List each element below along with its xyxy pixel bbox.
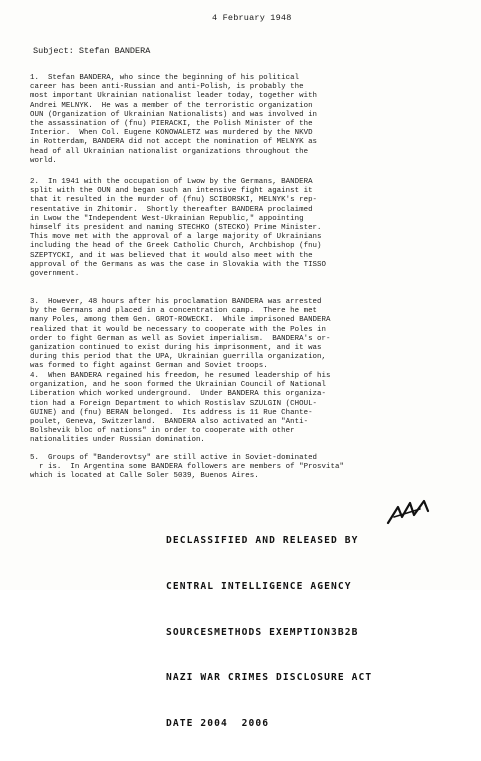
declassification-stamp (166, 503, 372, 761)
paragraph-4: 4. When BANDERA regained his freedom, he resumed leadership of his organization, and he soon formed the Ukrainian Council of National Liberation which worked underground. Under BANDERA this organiza- tion had a Foreign Department to which Rostislav SZULGIN (CHOUL- GUINE) and (fnu) BERAN belonged. Its address is 11 Rue Chante- poulet, Geneva, Switzerland. BANDERA also activated an "Anti- Bolshevik bloc of nations" in order to cooperate with other nationalities under Russian domination. (30, 372, 331, 445)
stamp-line-3: SOURCESMETHODS EXEMPTION3B2B (166, 626, 359, 638)
paragraph-1: 1. Stefan BANDERA, who since the beginning of his political career has been anti-Russian and anti-Polish, is probably the most important Ukrainian nationalist leader today, together with Andrei MELNYK. He was a member of the terroristic organization OUN (Organization of Ukrainian Nationalists) and was involved in the assassination of (fnu) PIERACKI, the Polish Minister of the Interior. When Col. Eugene KONOWALETZ was murdered by the NKVD in Rotterdam, BANDERA did not accept the nomination of MELNYK as head of all Ukrainian nationalist organizations throughout the world. (30, 74, 318, 165)
stamp-line-1: DECLASSIFIED AND RELEASED BY (166, 535, 359, 547)
stamp-line-4: NAZI WAR CRIMES DISCLOSURE ACT (166, 672, 373, 684)
paragraph-2: 2. In 1941 with the occupation of Lwow by the Germans, BANDERA split with the OUN and began such an intensive fight against it that it resulted in the murder of (fnu) SCIBORSKI, MELNYK's rep- resentative in Zhitomir. Shortly thereafter BANDERA proclaimed in Lwow the "Independent West-Ukrainian Republic," appointing himself its president and naming STECHKO (STECKO) Prime Minister. This move met with the approval of a large majority of Ukrainians including the head of the Greek Catholic Church, Archbishop (fnu) SZEPTYCKI, and it was believed that it would also meet with the approval of the Germans as was the case in Slovakia with the TISSO government. (30, 178, 327, 279)
paragraph-5: 5. Groups of "Banderovtsy" are still active in Soviet-dominated r is. In Argentina some BANDERA followers are members of "Prosvita" which is located at Calle Soler 5039, Buenos Aires. (30, 454, 344, 481)
handwritten-signature (380, 497, 440, 527)
document-subject: Subject: Stefan BANDERA (33, 46, 151, 56)
document-date: 4 February 1948 (212, 13, 292, 23)
paragraph-3: 3. However, 48 hours after his proclamation BANDERA was arrested by the Germans and placed in a concentration camp. There he met many Poles, among them Gen. GROT-ROWECKI. While imprisoned BANDERA realized that it would be necessary to cooperate with the Poles in order to fight German as well as Soviet imperialism. BANDERA's or- ganization continued to exist during his imprisonment, and it was during this period that the UPA, Ukrainian guerrilla organization, was formed to fight against German and Soviet troops. (30, 298, 331, 371)
stamp-line-2: CENTRAL INTELLIGENCE AGENCY (166, 581, 352, 593)
stamp-line-5: DATE 2004 2006 (166, 717, 270, 729)
